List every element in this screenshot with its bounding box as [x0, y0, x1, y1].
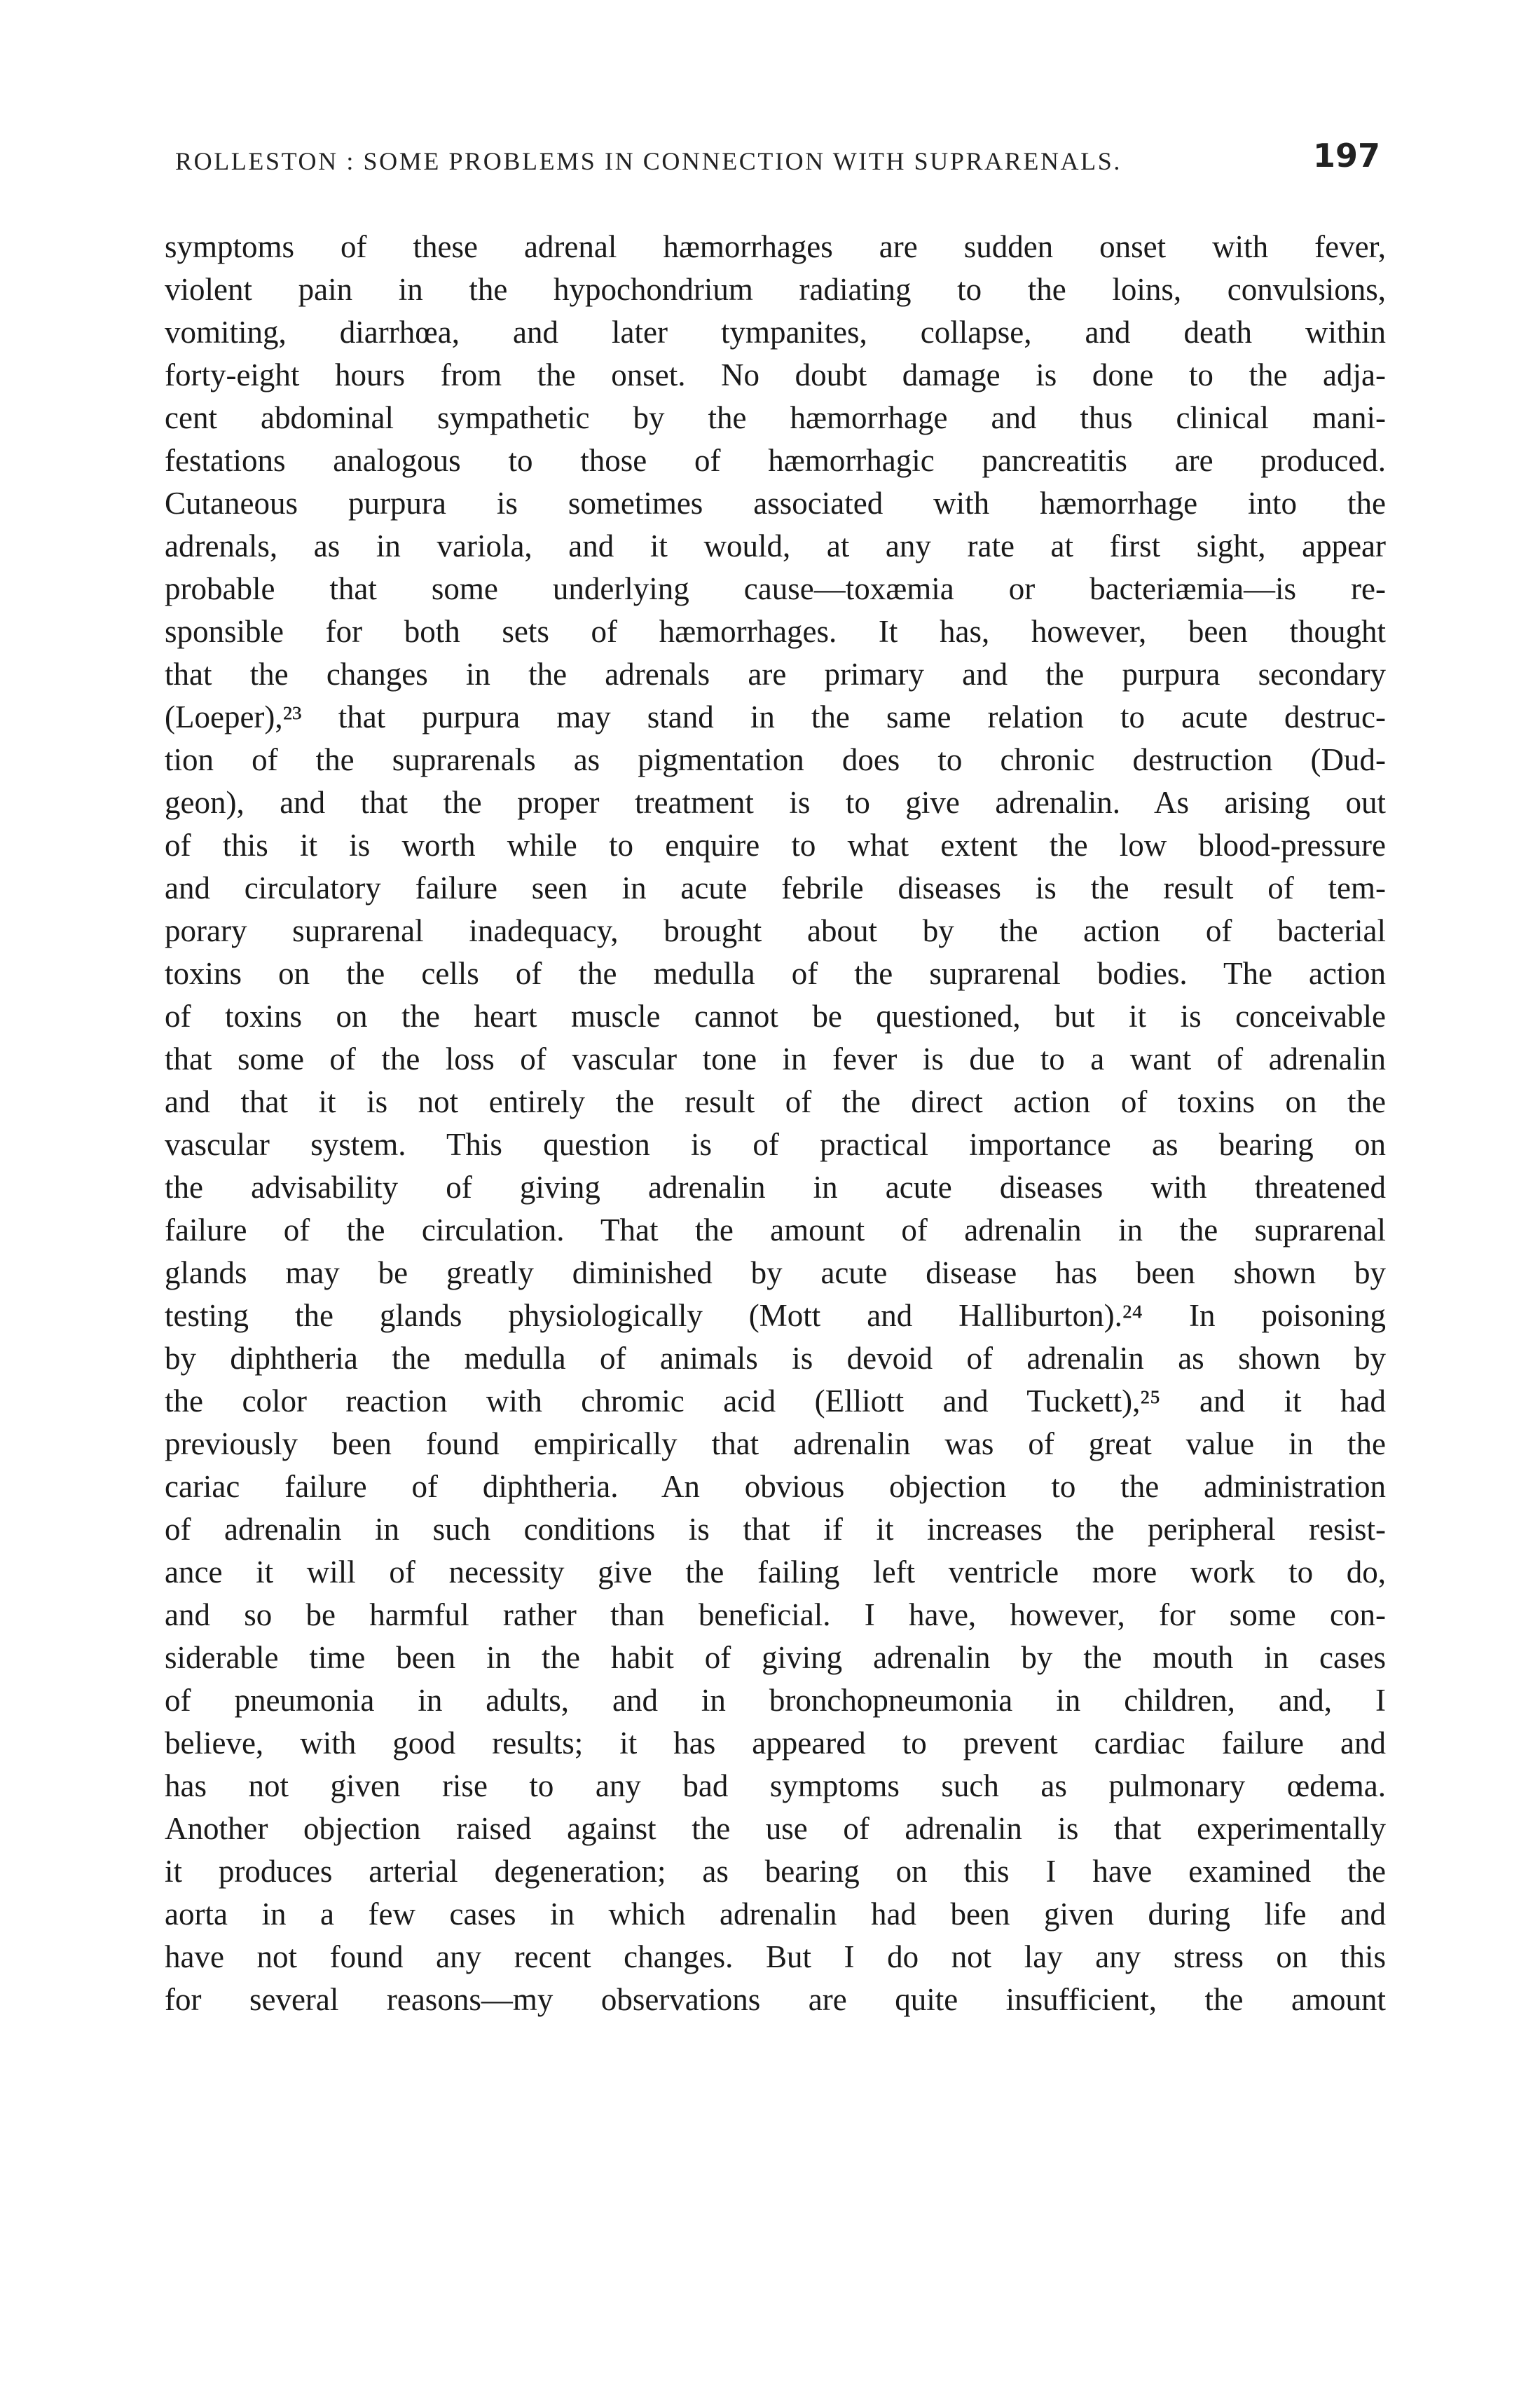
text-line: for several reasons—my observations are quite insufficient, the amount — [165, 1982, 1386, 2017]
text-line: of adrenalin in such conditions is that if it increases the peripheral resist- — [165, 1512, 1386, 1547]
text-line: previously been found empirically that adrenalin was of great value in the — [165, 1426, 1386, 1461]
text-line: that some of the loss of vascular tone in fever is due to a want of adrenalin — [165, 1041, 1386, 1077]
text-line: forty-eight hours from the onset. No doubt damage is done to the adja- — [165, 357, 1386, 392]
text-line: and that it is not entirely the result of the direct action of toxins on the — [165, 1084, 1386, 1119]
text-line: violent pain in the hypochondrium radiating to the loins, convulsions, — [165, 272, 1386, 307]
running-head — [161, 137, 1387, 186]
body-text — [165, 226, 1386, 2021]
text-line: believe, with good results; it has appeared to prevent cardiac failure and — [165, 1725, 1386, 1761]
text-line: festations analogous to those of hæmorrhagic pancreatitis are produced. — [165, 443, 1386, 478]
text-line: Cutaneous purpura is sometimes associated with hæmorrhage into the — [165, 486, 1386, 521]
text-line: toxins on the cells of the medulla of the suprarenal bodies. The action — [165, 956, 1386, 991]
text-line: of toxins on the heart muscle cannot be questioned, but it is conceivable — [165, 999, 1386, 1034]
text-line: sponsible for both sets of hæmorrhages. It has, however, been thought — [165, 614, 1386, 649]
text-line: (Loeper),²³ that purpura may stand in the same relation to acute destruc- — [165, 699, 1386, 734]
running-title: ROLLESTON : SOME PROBLEMS IN CONNECTION WITH SUPRARENALS. — [175, 147, 1122, 175]
text-line: has not given rise to any bad symptoms such as pulmonary œdema. — [165, 1768, 1386, 1803]
text-line: testing the glands physiologically (Mott and Halliburton).²⁴ In poisoning — [165, 1298, 1386, 1333]
text-line: the color reaction with chromic acid (Elliott and Tuckett),²⁵ and it had — [165, 1383, 1386, 1419]
text-line: cariac failure of diphtheria. An obvious objection to the administration — [165, 1469, 1386, 1504]
text-line: of this it is worth while to enquire to what extent the low blood-pressure — [165, 828, 1386, 863]
text-line: and so be harmful rather than beneficial. I have, however, for some con- — [165, 1597, 1386, 1632]
text-line: Another objection raised against the use of adrenalin is that experimentally — [165, 1811, 1386, 1846]
text-line: by diphtheria the medulla of animals is devoid of adrenalin as shown by — [165, 1341, 1386, 1376]
text-line: have not found any recent changes. But I do not lay any stress on this — [165, 1939, 1386, 1974]
text-line: cent abdominal sympathetic by the hæmorrhage and thus clinical mani- — [165, 400, 1386, 435]
text-line: siderable time been in the habit of giving adrenalin by the mouth in cases — [165, 1640, 1386, 1675]
text-line: vomiting, diarrhœa, and later tympanites, collapse, and death within — [165, 315, 1386, 350]
page-number: 197 — [1312, 137, 1380, 175]
text-line: that the changes in the adrenals are primary and the purpura secondary — [165, 657, 1386, 692]
text-line: of pneumonia in adults, and in bronchopneumonia in children, and, I — [165, 1683, 1386, 1718]
text-line: vascular system. This question is of practical importance as bearing on — [165, 1127, 1386, 1162]
text-line: porary suprarenal inadequacy, brought about by the action of bacterial — [165, 913, 1386, 948]
text-line: probable that some underlying cause—toxæmia or bacteriæmia—is re- — [165, 571, 1386, 606]
text-line: glands may be greatly diminished by acute disease has been shown by — [165, 1255, 1386, 1290]
text-line: aorta in a few cases in which adrenalin had been given during life and — [165, 1896, 1386, 1932]
text-line: symptoms of these adrenal hæmorrhages are sudden onset with fever, — [165, 229, 1386, 264]
text-line: failure of the circulation. That the amount of adrenalin in the suprarenal — [165, 1212, 1386, 1248]
text-line: ance it will of necessity give the failing left ventricle more work to do, — [165, 1554, 1386, 1590]
text-line: and circulatory failure seen in acute febrile diseases is the result of tem- — [165, 870, 1386, 905]
text-line: the advisability of giving adrenalin in acute diseases with threatened — [165, 1170, 1386, 1205]
text-line: it produces arterial degeneration; as bearing on this I have examined the — [165, 1854, 1386, 1889]
text-line: tion of the suprarenals as pigmentation does to chronic destruction (Dud- — [165, 742, 1386, 777]
text-line: geon), and that the proper treatment is to give adrenalin. As arising out — [165, 785, 1386, 820]
text-line: adrenals, as in variola, and it would, at any rate at first sight, appear — [165, 528, 1386, 563]
